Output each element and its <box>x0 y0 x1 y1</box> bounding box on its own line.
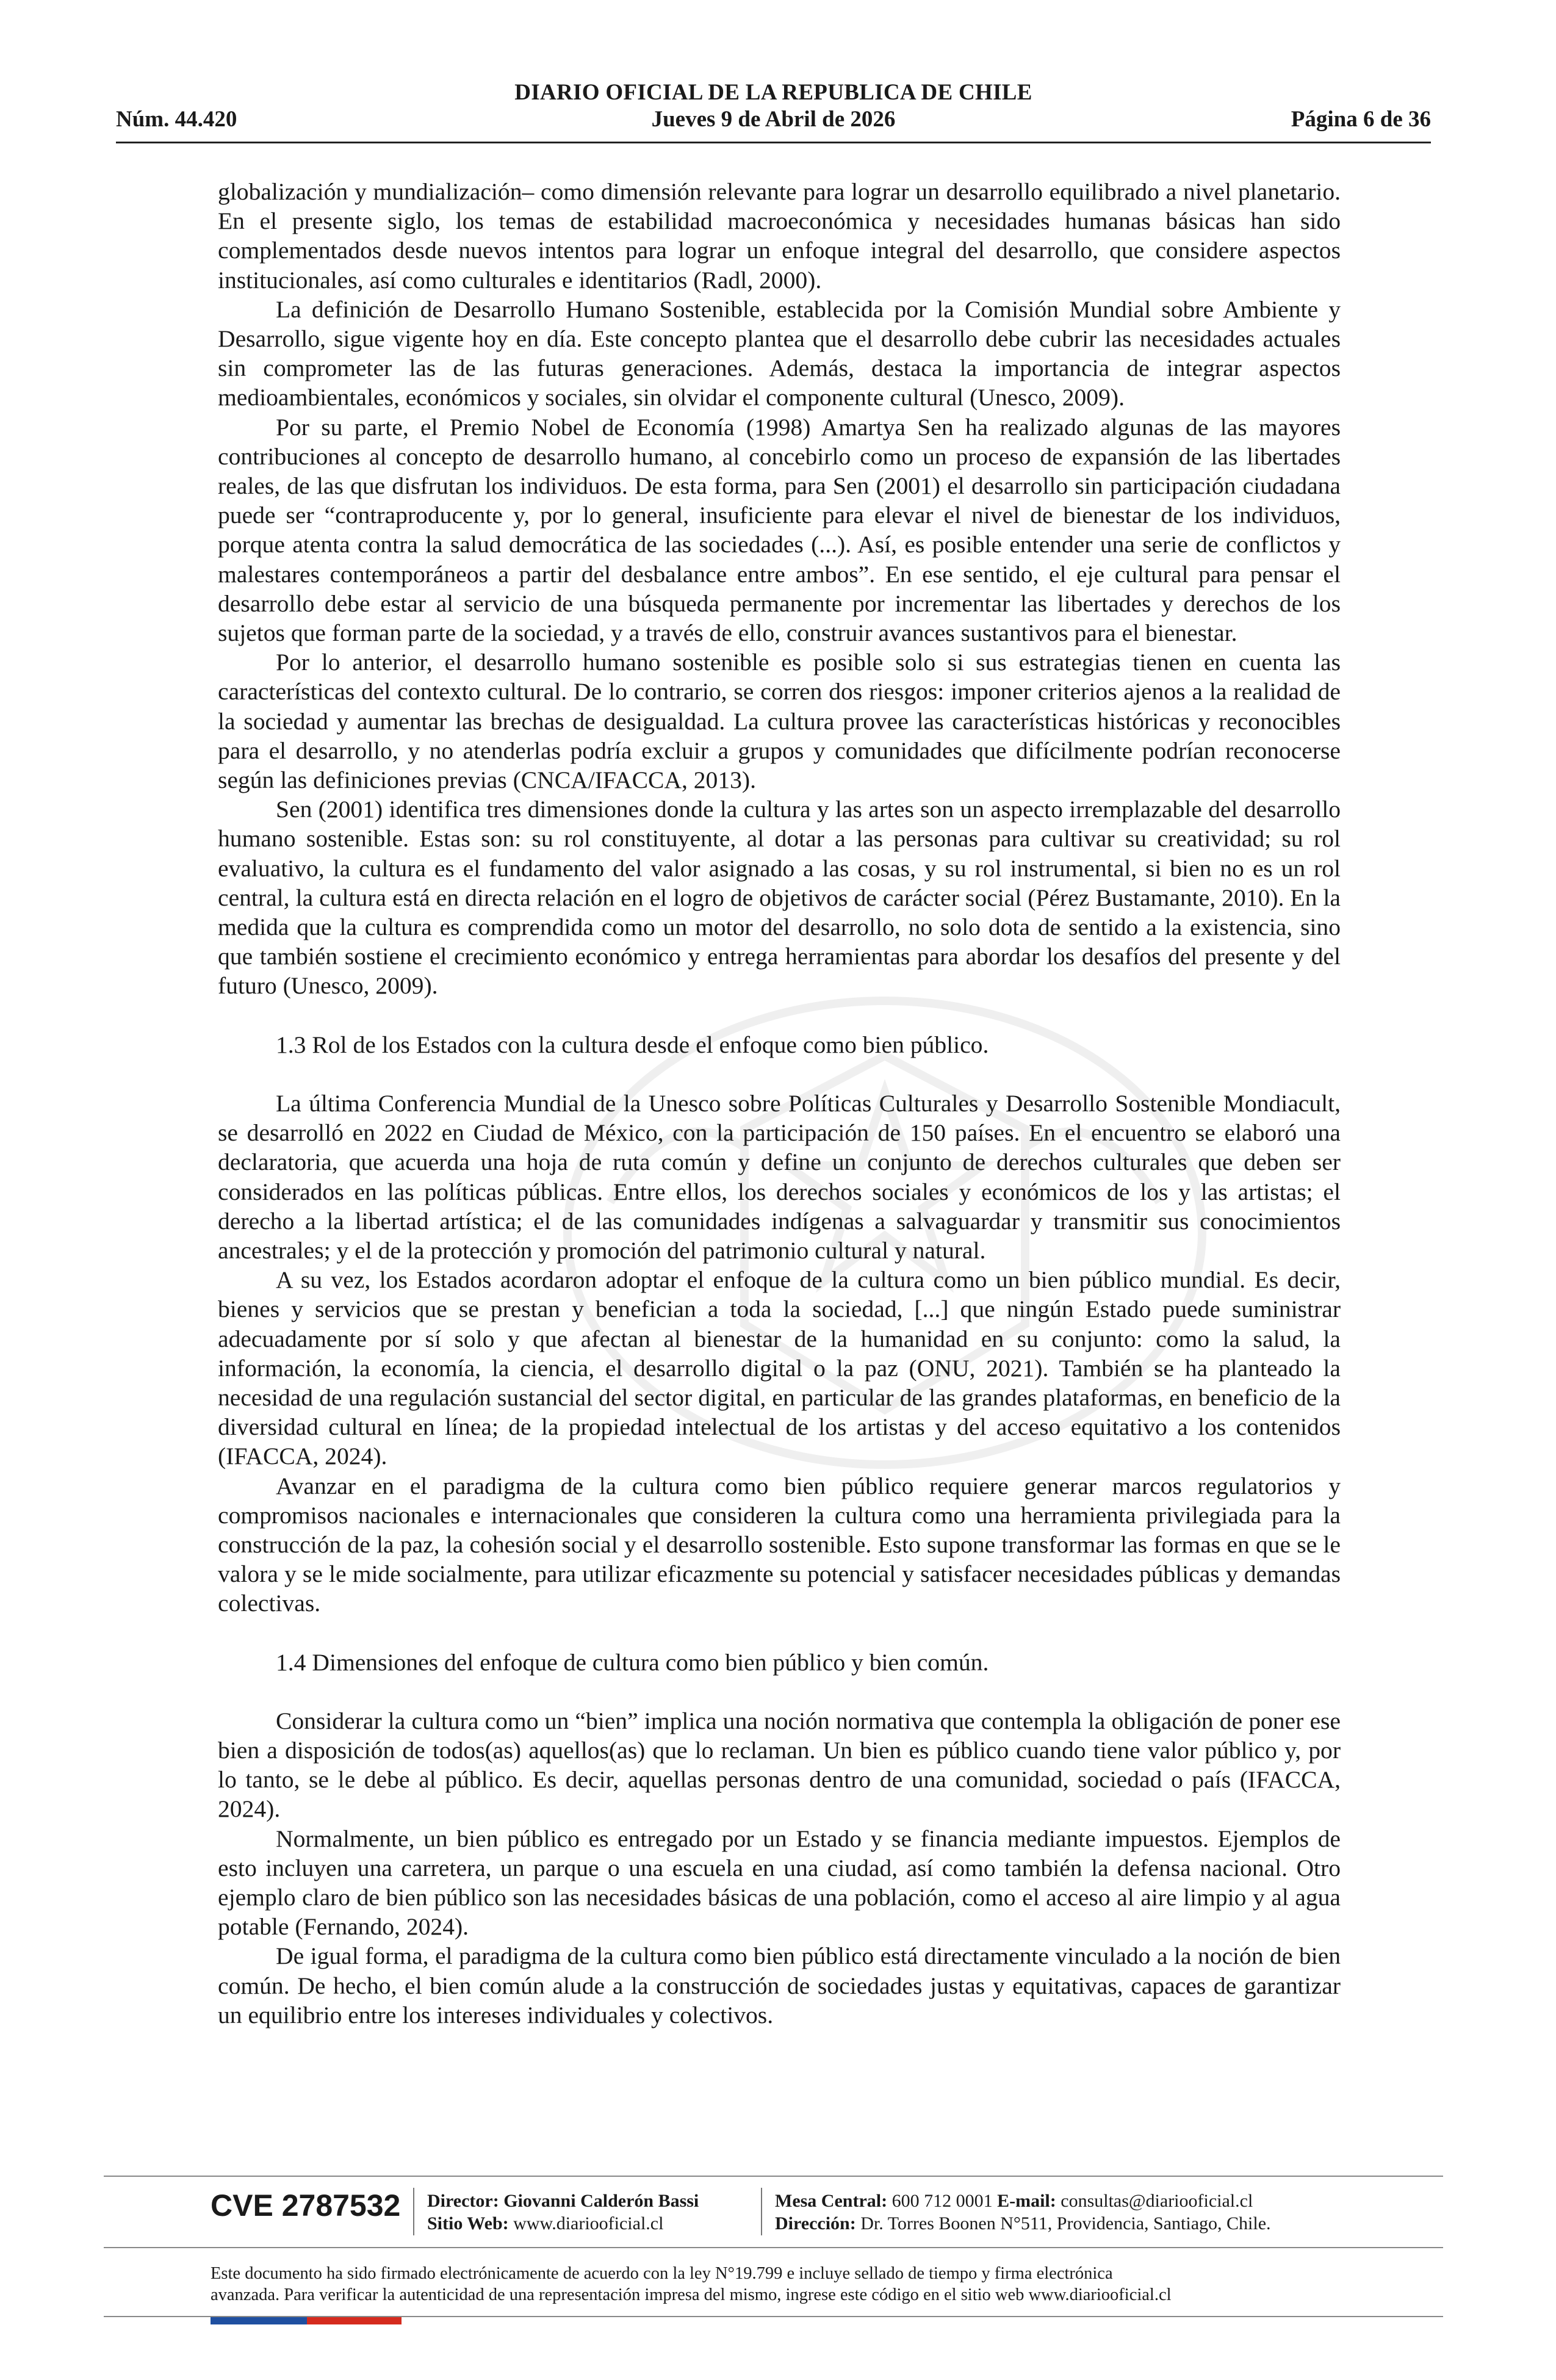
article-body <box>218 177 1341 2030</box>
flag-stripe-blue <box>211 2317 307 2324</box>
legal-line: Este documento ha sido firmado electrónicamente de acuerdo con la ley N°19.799 e incluye sellado de tiempo y firma electrónica <box>211 2264 1113 2283</box>
newspaper-title: DIARIO OFICIAL DE LA REPUBLICA DE CHILE <box>514 80 1032 105</box>
paragraph: La última Conferencia Mundial de la Unesco sobre Políticas Culturales y Desarrollo Sostenible Mondiacult, se desarrolló en 2022 en Ciudad de México, con la participación de 150 países. En el encuentro se elaboró una declaratoria, que acuerda una hoja de ruta común y define un conjunto de derechos culturales que deben ser considerados en las políticas públicas. Entre ellos, los derechos sociales y económicos de los y las artistas; el derecho a la libertad artística; el de las comunidades indígenas a salvaguardar y transmitir sus conocimientos ancestrales; y el de la protección y promoción del patrimonio cultural y natural. <box>218 1089 1341 1264</box>
contact-line <box>775 2190 1271 2212</box>
paragraph: A su vez, los Estados acordaron adoptar el enfoque de la cultura como un bien público mundial. Es decir, bienes y servicios que se prestan y benefician a toda la sociedad, [...] que ningún Estado puede suministrar adecuadamente por sí solo y que afectan al bienestar de la humanidad en su conjunto: como la salud, la información, la economía, la ciencia, el desarrollo digital o la paz (ONU, 2021). También se ha planteado la necesidad de una regulación sustancial del sector digital, en particular de las grandes plataformas, en beneficio de la diversidad cultural en línea; de la propiedad intelectual de los artistas y del acceso equitativo a los contenidos (IFACCA, 2024). <box>218 1266 1341 1470</box>
header-divider <box>116 142 1431 143</box>
director-line <box>427 2190 699 2212</box>
address-line <box>775 2212 1271 2235</box>
paragraph: Por su parte, el Premio Nobel de Economía (1998) Amartya Sen ha realizado algunas de las mayores contribuciones al concepto de desarrollo humano, al concebirlo como un proceso de expansión de las libertades reales, de las que disfrutan los individuos. De esta forma, para Sen (2001) el desarrollo sin participación ciudadana puede ser “contraproducente y, por lo general, insuficiente para elevar el nivel de bienestar de los individuos, porque atenta contra la salud democrática de las sociedades (...). Así, es posible entender una serie de conflictos y malestares contemporáneos a partir del desbalance entre ambos”. En ese sentido, el eje cultural para pensar el desarrollo debe estar al servicio de una búsqueda permanente por incrementar las libertades y derechos de los sujetos que forman parte de la sociedad, y a través de ello, construir avances sustantivos para el bienestar. <box>218 413 1341 647</box>
paragraph: La definición de Desarrollo Humano Sostenible, establecida por la Comisión Mundial sobre Ambiente y Desarrollo, sigue vigente hoy en día. Este concepto plantea que el desarrollo debe cubrir las necesidades actuales sin comprometer las de las futuras generaciones. Además, destaca la importancia de integrar aspectos medioambientales, económicos y sociales, sin olvidar el componente cultural (Unesco, 2009). <box>218 295 1341 411</box>
address-label: Dirección: <box>775 2213 856 2234</box>
phone-number: 600 712 0001 <box>891 2191 993 2211</box>
paragraph: Avanzar en el paradigma de la cultura como bien público requiere generar marcos regulatorios y compromisos nacionales e internacionales que consideren la cultura como una herramienta privilegiada para la construcción de la paz, la cohesión social y el desarrollo sostenible. Esto supone transformar las formas en que se le valora y se le mide socialmente, para utilizar eficazmente su potencial y satisfacer necesidades públicas y demandas colectivas. <box>218 1472 1341 1617</box>
address-value: Dr. Torres Boonen N°511, Providencia, Santiago, Chile. <box>860 2213 1271 2234</box>
page-number: Página 6 de 36 <box>1291 107 1431 132</box>
legal-line: avanzada. Para verificar la autenticidad de una representación impresa del mismo, ingrese este código en el sitio web www.diariooficial.cl <box>211 2285 1172 2304</box>
email-link[interactable]: consultas@diariooficial.cl <box>1061 2191 1253 2211</box>
website-link[interactable]: www.diariooficial.cl <box>513 2213 664 2234</box>
footer-contact-block <box>775 2190 1271 2235</box>
issue-date: Jueves 9 de Abril de 2026 <box>651 107 896 132</box>
director-name: Giovanni Calderón Bassi <box>503 2191 699 2211</box>
footer-divider-top <box>104 2176 1443 2177</box>
section-heading-1-3: 1.3 Rol de los Estados con la cultura desde el enfoque como bien público. <box>276 1031 989 1058</box>
paragraph: Considerar la cultura como un “bien” implica una noción normativa que contempla la obligación de poner ese bien a disposición de todos(as) aquellos(as) que lo reclaman. Un bien es público cuando tiene valor público y, por lo tanto, se le debe al público. Es decir, aquellas personas dentro de una comunidad, sociedad o país (IFACCA, 2024). <box>218 1707 1341 1823</box>
paragraph: globalización y mundialización– como dimensión relevante para lograr un desarrollo equilibrado a nivel planetario. En el presente siglo, los temas de estabilidad macroeconómica y necesidades humanas básicas han sido complementados desde nuevos intentos para lograr un enfoque integral del desarrollo, que considere aspectos institucionales, así como culturales e identitarios (Radl, 2000). <box>218 178 1341 294</box>
issue-number: Núm. 44.420 <box>116 107 237 132</box>
email-label: E-mail: <box>997 2191 1056 2211</box>
website-label: Sitio Web: <box>427 2213 509 2234</box>
footer-separator <box>761 2188 762 2235</box>
footer-separator <box>413 2188 414 2235</box>
footer-director-block <box>427 2190 699 2235</box>
paragraph: Sen (2001) identifica tres dimensiones donde la cultura y las artes son un aspecto irremplazable del desarrollo humano sostenible. Estas son: su rol constituyente, al dotar a las personas para cultivar su creatividad; su rol evaluativo, la cultura es el fundamento del valor asignado a las cosas, y su rol instrumental, si bien no es un rol central, la cultura está en directa relación en el logro de objetivos de carácter social (Pérez Bustamante, 2010). En la medida que la cultura es comprendida como un motor del desarrollo, no solo dota de sentido a la existencia, sino que también sostiene el crecimiento económico y entrega herramientas para abordar los desafíos del presente y del futuro (Unesco, 2009). <box>218 796 1341 1000</box>
director-label: Director: <box>427 2191 499 2211</box>
section-heading-1-4: 1.4 Dimensiones del enfoque de cultura como bien público y bien común. <box>276 1648 989 1676</box>
website-line <box>427 2212 699 2235</box>
legal-notice <box>211 2263 1370 2306</box>
flag-stripe-red <box>307 2317 402 2324</box>
cve-code: CVE 2787532 <box>211 2188 401 2223</box>
footer-divider-middle <box>104 2247 1443 2248</box>
phone-label: Mesa Central: <box>775 2191 888 2211</box>
paragraph: Por lo anterior, el desarrollo humano sostenible es posible solo si sus estrategias tienen en cuenta las características del contexto cultural. De lo contrario, se corren dos riesgos: imponer criterios ajenos a la realidad de la sociedad y aumentar las brechas de desigualdad. La cultura provee las características históricas y reconocibles para el desarrollo, y no atenderlas podría excluir a grupos y comunidades que difícilmente podrían reconocerse según las definiciones previas (CNCA/IFACCA, 2013). <box>218 649 1341 794</box>
paragraph: De igual forma, el paradigma de la cultura como bien público está directamente vinculado a la noción de bien común. De hecho, el bien común alude a la construcción de sociedades justas y equitativas, capaces de garantizar un equilibrio entre los intereses individuales y colectivos. <box>218 1942 1341 2028</box>
page-header <box>116 78 1431 151</box>
paragraph: Normalmente, un bien público es entregado por un Estado y se financia mediante impuestos. Ejemplos de esto incluyen una carretera, un parque o una escuela en una ciudad, así como también la defensa nacional. Otro ejemplo claro de bien público son las necesidades básicas de una población, como el acceso al aire limpio y al agua potable (Fernando, 2024). <box>218 1825 1341 1941</box>
